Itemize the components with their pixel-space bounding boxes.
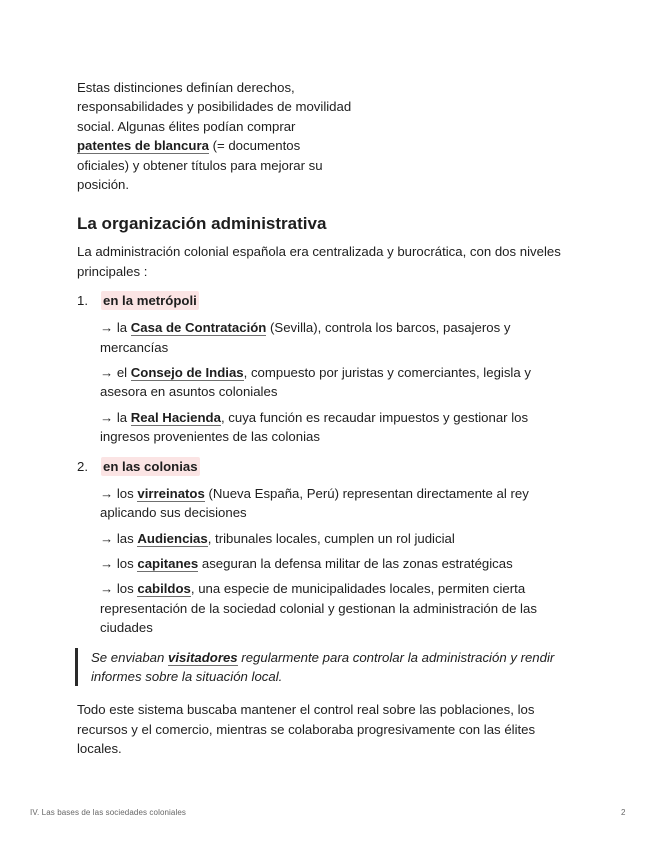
list-number: 1. (77, 293, 88, 309)
sub-item: → los capitanes aseguran la defensa militar de las zonas estratégicas (100, 555, 513, 571)
term: virreinatos (137, 485, 205, 501)
closing-paragraph: Todo este sistema buscaba mantener el control real sobre las poblaciones, los recursos y el comercio, mientras se colaboraba progresivamente con las élites locales. (77, 702, 536, 757)
list-number: 2. (77, 458, 88, 474)
term: capitanes (137, 555, 199, 571)
sub-item: → la Real Hacienda, cuya función es recaudar impuestos y gestionar los ingresos provenientes de las colonias (100, 409, 529, 445)
term-patentes-de-blancura: patentes de blancura (77, 138, 209, 154)
term: Real Hacienda (130, 409, 221, 425)
highlight-label: en las colonias (103, 458, 198, 474)
term-visitadores: visitadores (168, 649, 238, 665)
blockquote: Se enviaban visitadores regularmente para controlar la administración y rendir informes sobre la situación local. (75, 648, 577, 687)
intro-paragraph: Estas distinciones definían derechos, responsabilidades y posibilidades de movilidad social. Algunas élites podían comprar patentes de blancura (= documentos oficiales) y obtener títulos para mejorar su posición. (77, 80, 352, 193)
term: cabildos (137, 581, 191, 597)
footer-chapter: IV. Las bases de las sociedades coloniales (30, 808, 187, 817)
sub-item: → los virreinatos (Nueva España, Perú) representan directamente al rey aplicando sus decisiones (100, 485, 529, 521)
term: Audiencias (137, 530, 208, 546)
highlight-label: en la metrópoli (103, 293, 197, 309)
sub-item: → la Casa de Contratación (Sevilla), controla los barcos, pasajeros y mercancías (100, 320, 511, 355)
document-body (77, 78, 577, 759)
list-item-metropoli (77, 291, 577, 446)
section-heading: La organización administrativa (77, 214, 327, 234)
term: Casa de Contratación (130, 320, 267, 336)
numbered-list (77, 291, 577, 637)
sub-item: → el Consejo de Indias, compuesto por juristas y comerciantes, legisla y asesora en asuntos coloniales (100, 365, 531, 400)
sub-item: → las Audiencias, tribunales locales, cumplen un rol judicial (100, 530, 455, 546)
term: Consejo de Indias (130, 365, 244, 381)
sub-item: → los cabildos, una especie de municipalidades locales, permiten cierta representación de la sociedad colonial y gestionan la administración de las ciudades (100, 581, 537, 636)
section-lead: La administración colonial española era centralizada y burocrática, con dos niveles principales : (77, 244, 561, 279)
list-item-colonias (77, 457, 577, 638)
footer-page-number: 2 (621, 808, 626, 817)
